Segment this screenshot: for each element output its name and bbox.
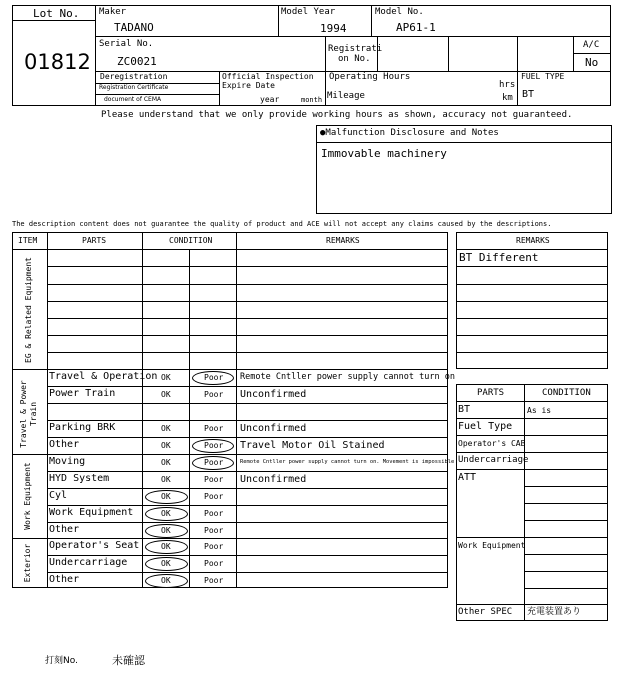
- inspection-part: Work Equipment: [49, 507, 134, 518]
- condition-poor: Poor: [204, 492, 224, 501]
- ok-selected-circle: [145, 540, 188, 554]
- poor-selected-circle: [192, 456, 234, 470]
- condition-ok: OK: [161, 542, 171, 551]
- grid-line: [524, 503, 608, 504]
- condition-poor: Poor: [204, 424, 224, 433]
- lot-number: 01812: [24, 50, 91, 74]
- grid-line: [448, 36, 449, 71]
- cema-document-label: document of CEMA: [104, 96, 162, 103]
- registration-label: Registrati: [328, 44, 383, 54]
- item-header: ITEM: [18, 236, 38, 245]
- ok-selected-circle: [145, 507, 188, 521]
- inspection-part: Parking BRK: [49, 422, 116, 433]
- inspection-part: Travel & Operation: [49, 371, 158, 382]
- grid-line: [456, 604, 608, 605]
- model-year-value: 1994: [320, 22, 347, 35]
- right-condition-header: CONDITION: [542, 388, 591, 398]
- grid-line: [456, 352, 608, 353]
- registration-label-2: on No.: [338, 54, 371, 64]
- grid-line: [12, 454, 448, 455]
- right-fuel-type: Fuel Type: [458, 421, 513, 432]
- malfunction-title: ●Malfunction Disclosure and Notes: [320, 128, 499, 138]
- grid-line: [47, 232, 48, 588]
- condition-poor: Poor: [204, 526, 224, 535]
- mileage-label: Mileage: [327, 91, 365, 101]
- right-other-spec: Other SPEC: [458, 607, 513, 617]
- grid-line: [47, 555, 448, 556]
- condition-ok: OK: [161, 373, 171, 382]
- grid-line: [47, 318, 448, 319]
- parts-header: PARTS: [82, 236, 107, 245]
- inspection-label-2: Expire Date: [222, 81, 275, 90]
- condition-poor: Poor: [204, 458, 224, 467]
- condition-poor: Poor: [204, 373, 224, 382]
- grid-line: [47, 572, 448, 573]
- group-label-eg: EG & Related Equipment: [24, 257, 33, 363]
- grid-line: [95, 94, 219, 95]
- maker-label: Maker: [99, 7, 127, 17]
- ac-label: A/C: [583, 40, 600, 50]
- inspection-part: Other: [49, 574, 80, 585]
- grid-line: [47, 352, 448, 353]
- grid-line: [524, 588, 608, 589]
- grid-line: [142, 232, 143, 588]
- right-remarks-header: REMARKS: [516, 236, 550, 245]
- stamp-value: 未確認: [112, 654, 145, 667]
- grid-line: [456, 469, 608, 470]
- model-year-label: Model Year: [281, 7, 336, 17]
- grid-line: [47, 471, 448, 472]
- fuel-type-label: FUEL TYPE: [521, 72, 565, 81]
- inspection-part: Undercarriage: [49, 557, 128, 568]
- grid-line: [95, 5, 96, 106]
- grid-line: [12, 249, 448, 250]
- grid-line: [47, 488, 448, 489]
- right-att: ATT: [458, 472, 477, 483]
- grid-line: [47, 301, 448, 302]
- year-label: year: [260, 95, 280, 104]
- inspection-remark: Travel Motor Oil Stained: [240, 440, 385, 451]
- stamp-label: 打刻No.: [45, 656, 78, 666]
- right-remarks-first: BT Different: [459, 251, 539, 264]
- poor-selected-circle: [192, 371, 234, 385]
- grid-line: [456, 249, 608, 250]
- inspection-part: Other: [49, 439, 80, 450]
- condition-poor: Poor: [204, 475, 224, 484]
- grid-line: [456, 418, 608, 419]
- km-label: km: [502, 93, 513, 103]
- grid-line: [47, 522, 448, 523]
- group-label-exterior: Exterior: [23, 543, 32, 583]
- condition-ok: OK: [161, 458, 171, 467]
- grid-line: [456, 435, 608, 436]
- grid-line: [371, 5, 372, 36]
- grid-line: [47, 505, 448, 506]
- ok-selected-circle: [145, 557, 188, 571]
- ok-selected-circle: [145, 574, 188, 588]
- grid-line: [524, 571, 608, 572]
- grid-line: [12, 538, 448, 539]
- condition-poor: Poor: [204, 509, 224, 518]
- group-label-work: Work Equipment: [23, 462, 32, 530]
- malfunction-text: Immovable machinery: [321, 147, 447, 160]
- grid-line: [219, 71, 220, 106]
- inspection-part: Power Train: [49, 388, 116, 399]
- grid-line: [47, 437, 448, 438]
- deregistration-label: Deregistration: [100, 72, 168, 81]
- inspection-remark: Unconfirmed: [240, 474, 307, 485]
- right-parts-header: PARTS: [477, 388, 505, 398]
- grid-line: [47, 386, 448, 387]
- inspection-label: Official Inspection: [222, 72, 314, 81]
- poor-selected-circle: [192, 439, 234, 453]
- inspection-remark: Unconfirmed: [240, 423, 307, 434]
- grid-line: [456, 301, 608, 302]
- condition-poor: Poor: [204, 576, 224, 585]
- inspection-remark: Remote Cntller power supply cannot turn on: [240, 372, 455, 382]
- condition-ok: OK: [161, 475, 171, 484]
- grid-line: [456, 284, 608, 285]
- serial-value: ZC0021: [117, 55, 157, 68]
- grid-line: [524, 520, 608, 521]
- right-other-spec-value: 充電装置あり: [527, 607, 582, 617]
- ac-value: No: [585, 56, 599, 69]
- inspection-remark: Remote Cntller power supply cannot turn on. Movement is impossible: [240, 459, 455, 465]
- condition-poor: Poor: [204, 390, 224, 399]
- grid-line: [456, 318, 608, 319]
- lot-label: Lot No.: [33, 7, 80, 20]
- condition-ok: OK: [161, 559, 171, 568]
- right-undercarriage: Undercarriage: [458, 455, 529, 465]
- grid-line: [524, 554, 608, 555]
- grid-line: [456, 335, 608, 336]
- serial-label: Serial No.: [99, 39, 154, 49]
- condition-ok: OK: [161, 509, 171, 518]
- grid-line: [236, 232, 237, 588]
- ok-selected-circle: [145, 524, 188, 538]
- condition-poor: Poor: [204, 441, 224, 450]
- grid-line: [47, 284, 448, 285]
- grid-line: [47, 335, 448, 336]
- working-hours-notice: Please understand that we only provide working hours as shown, accuracy not guaranteed.: [101, 110, 573, 120]
- grid-line: [278, 5, 279, 36]
- grid-line: [47, 266, 448, 267]
- remarks-header: REMARKS: [326, 236, 360, 245]
- right-work-equipment: Work Equipment: [458, 541, 526, 550]
- inspection-part: Operator's Seat: [49, 540, 140, 551]
- registration-certificate-label: Registration Certificate: [99, 84, 169, 91]
- condition-poor: Poor: [204, 542, 224, 551]
- hrs-label: hrs: [499, 80, 516, 90]
- inspection-part: Moving: [49, 456, 86, 467]
- grid-line: [524, 486, 608, 487]
- condition-ok: OK: [161, 441, 171, 450]
- model-no-label: Model No.: [375, 7, 424, 17]
- inspection-part: HYD System: [49, 473, 110, 484]
- group-label-travel-text: Travel & Power Train: [19, 380, 38, 448]
- right-operators-cab: Operator's CAB: [458, 439, 526, 448]
- grid-line: [47, 403, 448, 404]
- inspection-part: Cyl: [49, 490, 68, 501]
- condition-ok: OK: [161, 492, 171, 501]
- month-label: month: [301, 96, 323, 104]
- grid-line: [456, 401, 608, 402]
- operating-hours-label: Operating Hours: [329, 72, 411, 82]
- right-bt-condition: As is: [527, 406, 552, 415]
- condition-ok: OK: [161, 576, 171, 585]
- grid-line: [456, 537, 608, 538]
- disclaimer: The description content does not guarantee the quality of product and ACE will not accept any claims caused by the descriptions.: [12, 220, 552, 228]
- grid-line: [456, 452, 608, 453]
- group-label-travel: [19, 374, 41, 454]
- grid-line: [12, 369, 448, 370]
- inspection-part: Other: [49, 524, 80, 535]
- malfunction-box: [316, 125, 612, 214]
- model-no-value: AP61-1: [396, 21, 436, 34]
- grid-line: [95, 36, 611, 37]
- grid-line: [456, 266, 608, 267]
- grid-line: [316, 142, 612, 143]
- fuel-type-value: BT: [522, 89, 535, 100]
- condition-header: CONDITION: [169, 236, 213, 245]
- condition-poor: Poor: [204, 559, 224, 568]
- right-bt: BT: [458, 404, 471, 415]
- ok-selected-circle: [145, 490, 188, 504]
- maker-value: TADANO: [114, 21, 154, 34]
- grid-line: [12, 20, 95, 21]
- condition-ok: OK: [161, 390, 171, 399]
- condition-ok: OK: [161, 526, 171, 535]
- condition-ok: OK: [161, 424, 171, 433]
- grid-line: [573, 53, 611, 54]
- grid-line: [47, 420, 448, 421]
- inspection-remark: Unconfirmed: [240, 389, 307, 400]
